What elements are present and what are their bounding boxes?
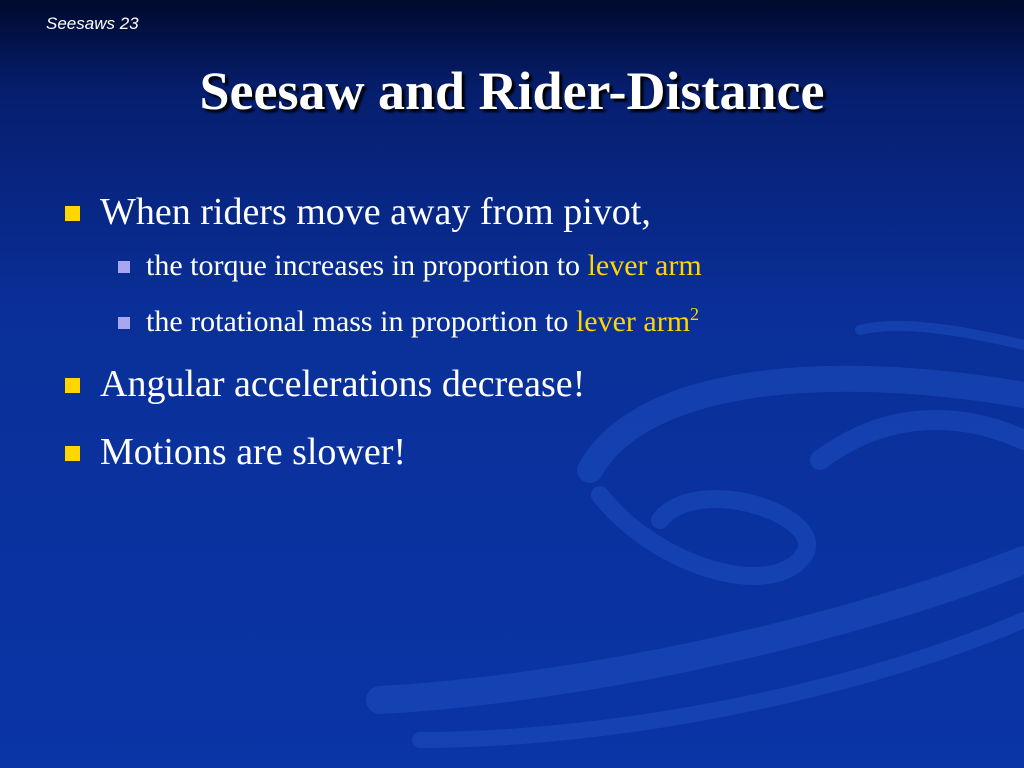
square-sub-bullet-icon <box>118 317 130 329</box>
bullet-list <box>62 190 992 498</box>
slide-title: Seesaw and Rider-Distance <box>199 61 825 121</box>
square-bullet-icon <box>65 446 80 461</box>
square-bullet-icon <box>65 206 80 221</box>
bullet-item-riders-move <box>62 190 992 234</box>
sub-bullet-item-torque <box>62 248 992 284</box>
bullet-text: Angular accelerations decrease! <box>100 363 586 405</box>
bullet-item-angular-accelerations <box>62 362 992 406</box>
bullet-text: the torque increases in proportion to <box>146 249 588 282</box>
square-sub-bullet-icon <box>118 261 130 273</box>
square-bullet-icon <box>65 378 80 393</box>
bullet-text: the rotational mass in proportion to <box>146 305 576 338</box>
bullet-item-motions-slower <box>62 430 992 474</box>
slide-header-tag: Seesaws 23 <box>46 14 139 33</box>
bullet-text: Motions are slower! <box>100 431 407 473</box>
highlighted-term: lever arm <box>575 305 691 338</box>
superscript-exponent: 2 <box>690 304 700 324</box>
bullet-text: When riders move away from pivot, <box>100 191 651 233</box>
highlighted-term: lever arm <box>587 249 702 282</box>
sub-bullet-item-rotational-mass <box>62 304 992 340</box>
